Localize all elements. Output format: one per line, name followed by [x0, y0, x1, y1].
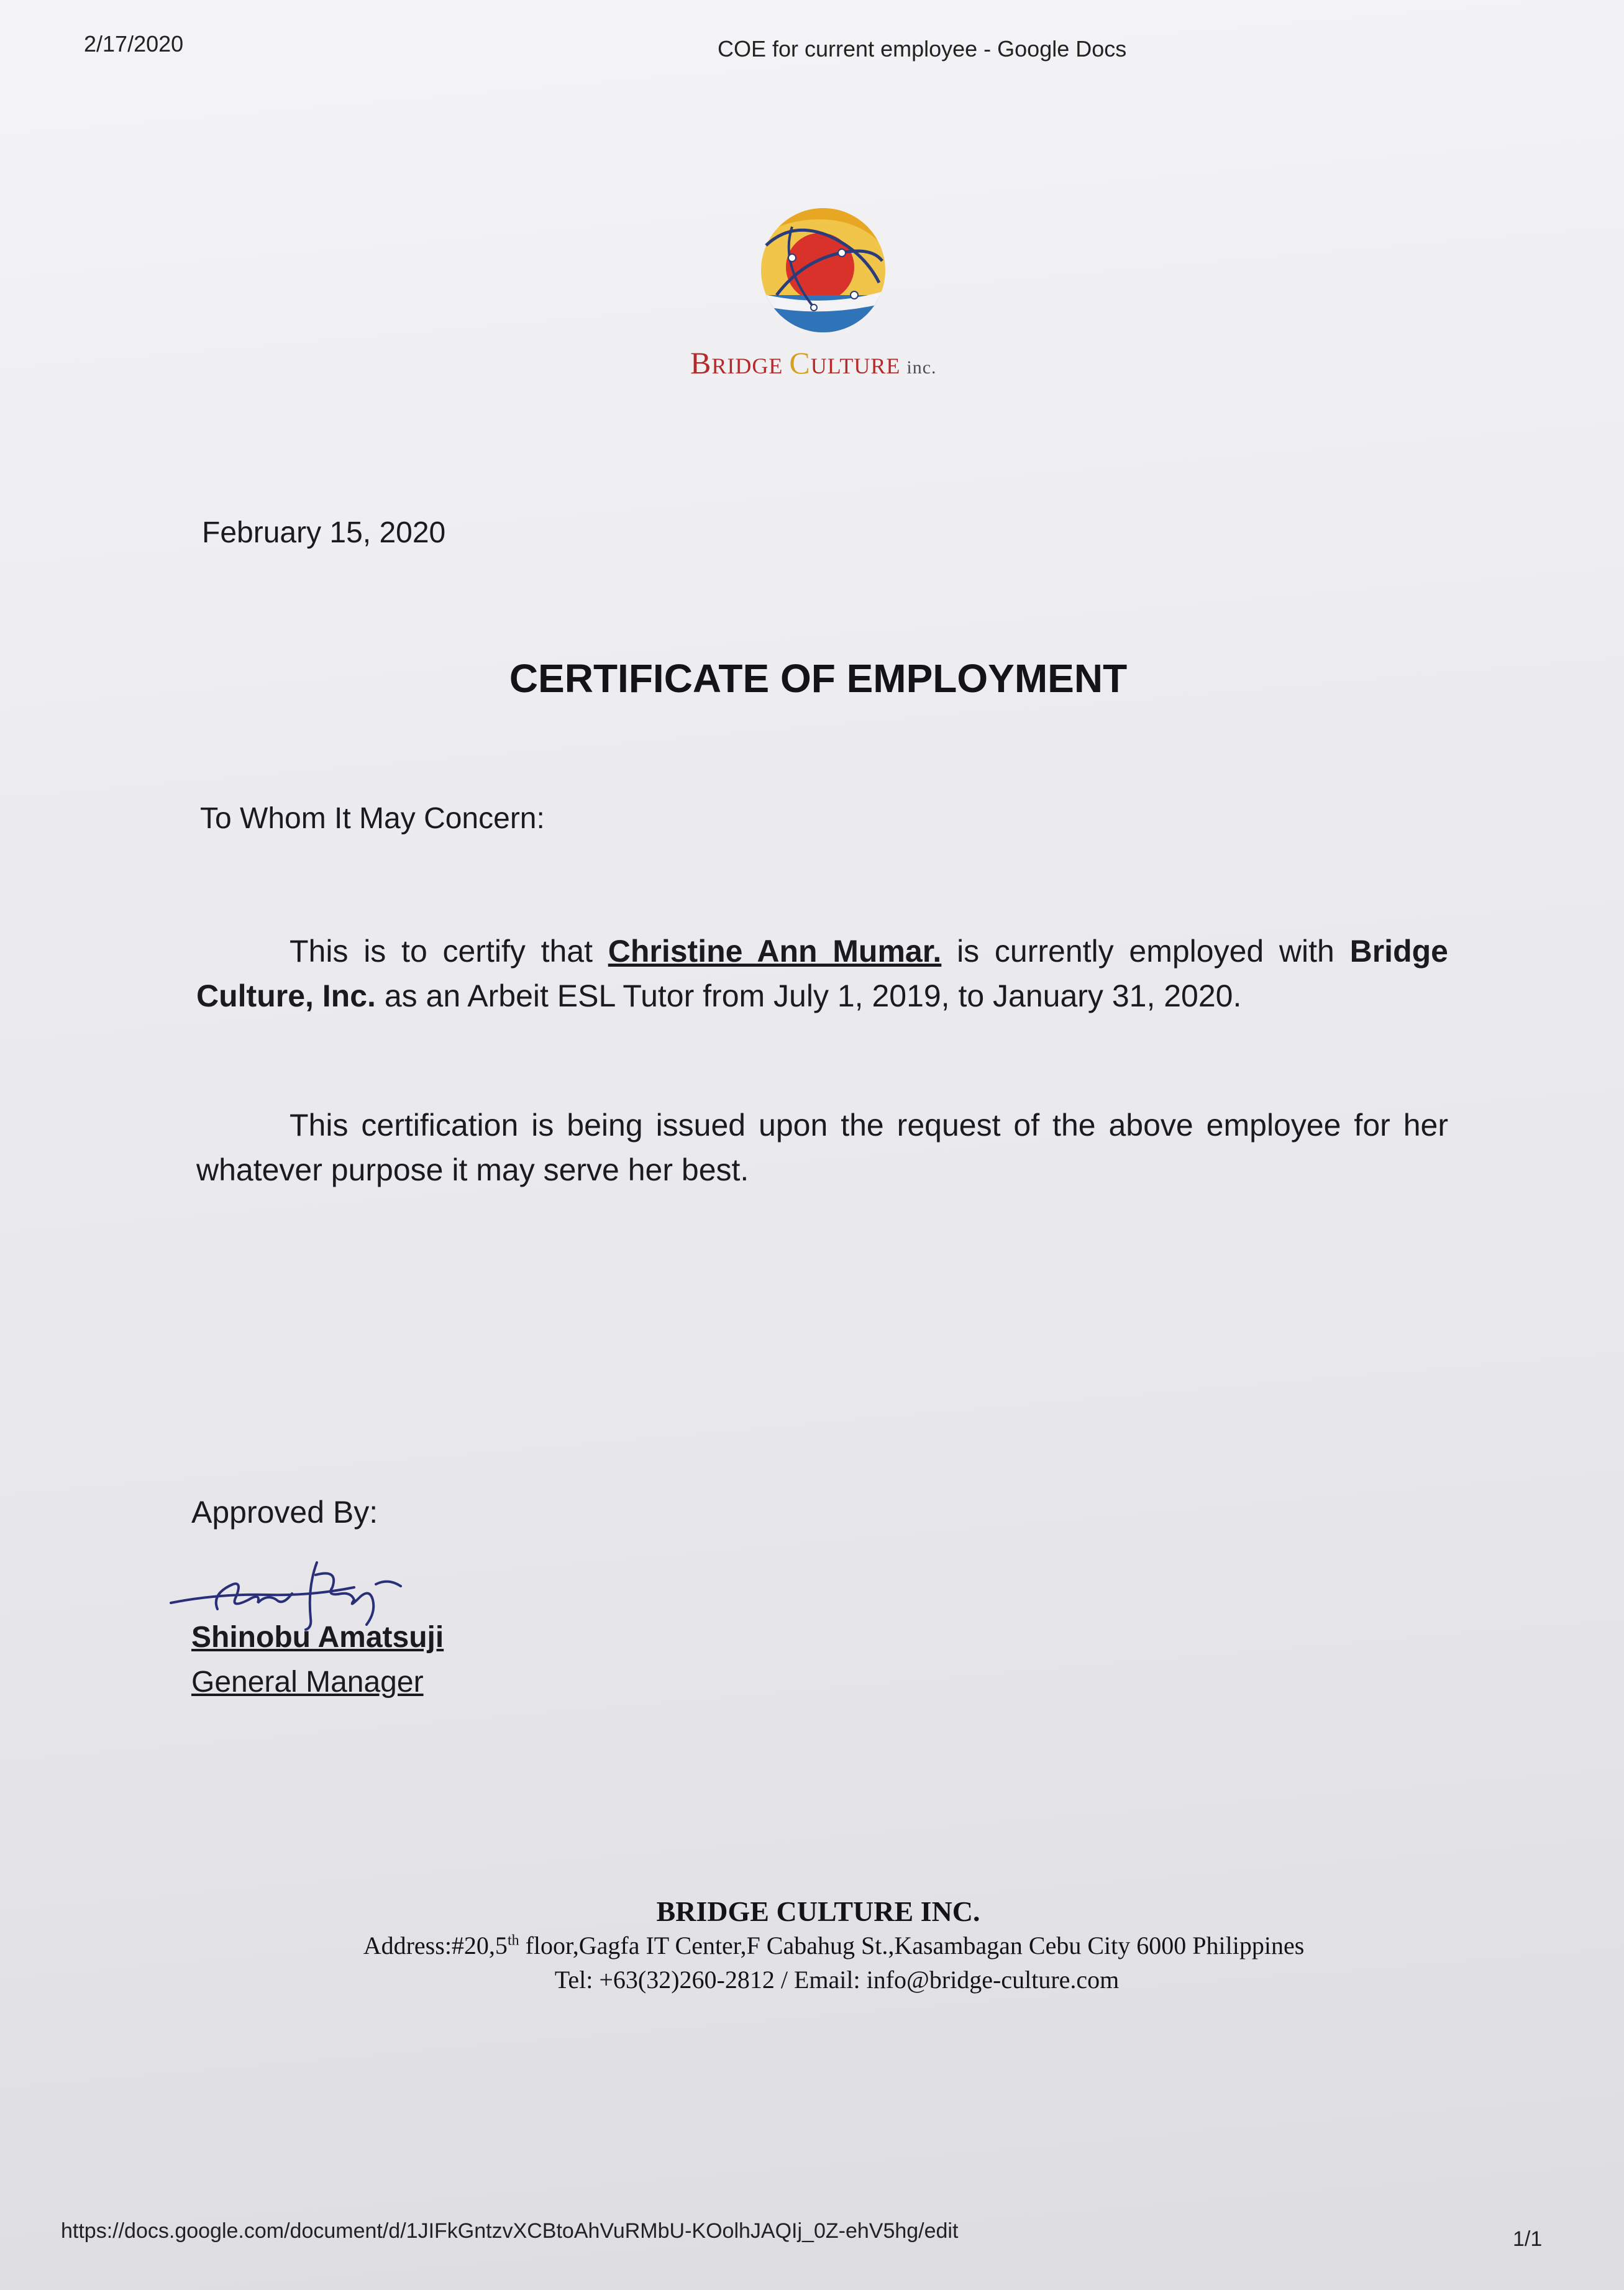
- print-header-date: 2/17/2020: [84, 31, 184, 57]
- print-footer-page-number: 1/1: [1513, 2227, 1543, 2251]
- certification-paragraph: This is to certify that Christine Ann Mumar. is currently employed with Bridge Culture, Inc. as an Arbeit ESL Tutor from July 1, 2019, to January 31, 2020.: [196, 934, 1448, 1013]
- footer-company: BRIDGE CULTURE INC.: [656, 1895, 980, 1927]
- salutation: To Whom It May Concern:: [200, 802, 545, 835]
- purpose-paragraph: This certification is being issued upon the request of the above employee for her whatever purpose it may serve her best.: [196, 1108, 1448, 1187]
- approved-by-label: Approved By:: [191, 1495, 378, 1530]
- print-footer-url: https://docs.google.com/document/d/1JIFkGntzvXCBtoAhVuRMbU-KOolhJAQIj_0Z-ehV5hg/edit: [61, 2219, 959, 2243]
- footer-address: Address:#20,5th floor,Gagfa IT Center,F Cabahug St.,Kasambagan Cebu City 6000 Philippines: [363, 1932, 1305, 1959]
- print-header-title: COE for current employee - Google Docs: [718, 36, 1127, 62]
- company-name: Bridge Culture, Inc.: [196, 934, 1448, 1013]
- globe-logo-icon: [755, 202, 892, 339]
- signer-title: General Manager: [191, 1666, 424, 1699]
- certificate-title: CERTIFICATE OF EMPLOYMENT: [509, 656, 1128, 701]
- signer-name: Shinobu Amatsuji: [191, 1621, 444, 1654]
- logo-wordmark: BRIDGE CULTURE inc.: [690, 345, 937, 380]
- letter-date: February 15, 2020: [202, 516, 446, 549]
- employee-name: Christine Ann Mumar.: [608, 934, 942, 969]
- footer-contact: Tel: +63(32)260-2812 / Email: info@bridge-culture.com: [554, 1966, 1120, 1994]
- company-logo: [677, 202, 957, 388]
